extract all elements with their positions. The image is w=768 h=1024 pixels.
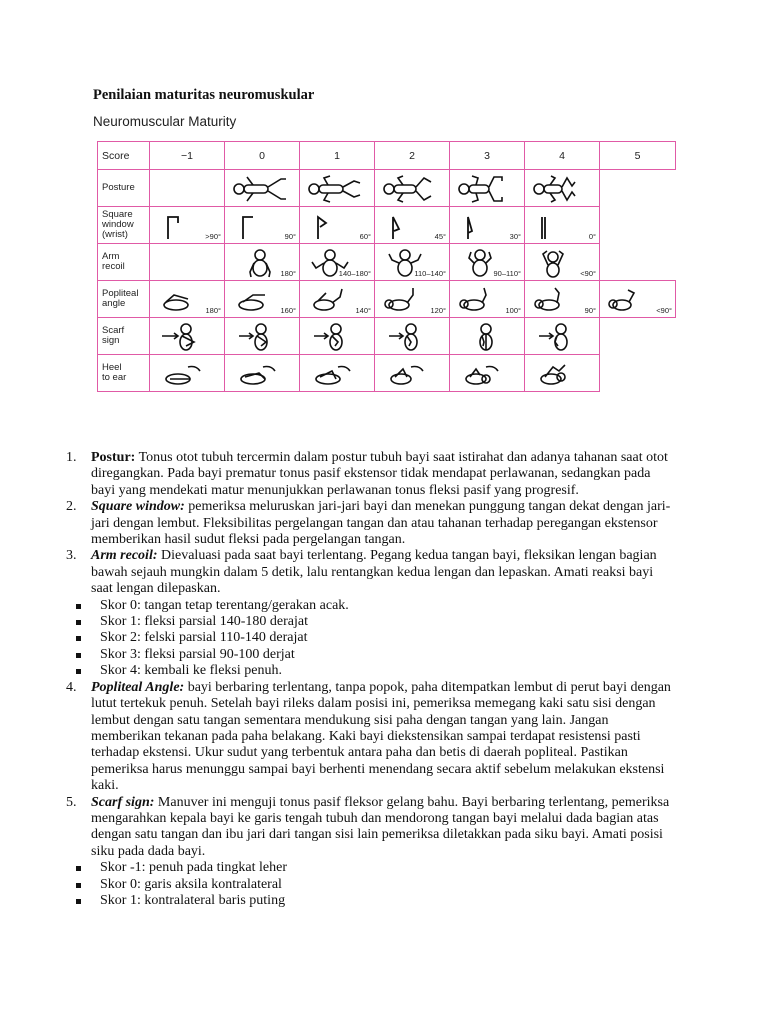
- angle-label: 60°: [359, 232, 371, 241]
- scarf-sign-row: [98, 318, 676, 355]
- square-window-row: [98, 207, 676, 244]
- neuromuscular-maturity-figure: [91, 114, 677, 432]
- square-window-cell: [450, 207, 525, 244]
- item-text: bayi berbaring terlentang, tanpa popok, paha ditempatkan lembut di perut bayi dengan lutut tertekuk penuh. Setelah bayi rileks dalam posisi ini, pemeriksa memegang kaki satu sisi dengan lembut dengan satu tangan sementara mendukung sisi paha dengan tangan yang lain. Jangan memberikan tekanan pada paha belakang. Kaki bayi diekstensikan sampai terdapat resistensi pasti terhadap ekstensi. Ukur sudut yang terbentuk antara paha dan betis di daerah popliteal. Pastikan pemeriksa harus menunggu sampai bayi berhenti menendang secara aktif sebelum melakukan ekstensi kaki.: [91, 679, 671, 794]
- bullet-text: Skor 3: fleksi parsial 90-100 derjat: [100, 646, 295, 662]
- bullet-text: Skor -1: penuh pada tingkat leher: [100, 860, 288, 876]
- posture-full-flexion-icon: [531, 174, 589, 204]
- heel-to-ear-icon: [306, 359, 364, 389]
- bullet-item: [66, 614, 678, 630]
- row-label: Square window (wrist): [98, 207, 150, 244]
- row-label: Arm recoil: [98, 244, 150, 281]
- popliteal-cell: [450, 281, 525, 318]
- item-number: 3.: [66, 548, 77, 564]
- page-heading: Penilaian maturitas neuromuskular: [93, 87, 315, 103]
- bullet-text: Skor 0: garis aksila kontralateral: [100, 876, 282, 892]
- heel-to-ear-icon: [231, 359, 289, 389]
- list-item: [66, 795, 678, 861]
- item-number: 4.: [66, 679, 77, 695]
- popliteal-cell: [525, 281, 600, 318]
- bullet-text: Skor 0: tangan tetap terentang/gerakan acak.: [100, 597, 349, 613]
- popliteal-cell: [375, 281, 450, 318]
- item-text: Dievaluasi pada saat bayi terlentang. Pegang kedua tangan bayi, fleksikan lengan bagian bawah sejauh mungkin dalam 5 detik, lalu rentangkan kedua lengan dan lepaskan. Amati reaksi bayi saat lengan dilepaskan.: [91, 548, 657, 597]
- posture-extended-icon: [231, 174, 289, 204]
- scarf-sign-cell: [450, 318, 525, 355]
- square-window-cell: [150, 207, 225, 244]
- popliteal-cell: [150, 281, 225, 318]
- bullet-square: [76, 604, 81, 609]
- angle-label: 180°: [205, 306, 221, 315]
- popliteal-leg-icon: [531, 285, 589, 315]
- empty-cell: [600, 170, 676, 207]
- scarf-sign-icon: [381, 322, 439, 352]
- bullet-text: Skor 1: fleksi parsial 140-180 derajat: [100, 614, 309, 630]
- popliteal-cell: [300, 281, 375, 318]
- heel-to-ear-cell: [375, 355, 450, 392]
- bullet-square: [76, 669, 81, 674]
- empty-cell: [600, 244, 676, 281]
- bullet-square: [76, 653, 81, 658]
- heel-to-ear-icon: [156, 359, 214, 389]
- heel-to-ear-row: [98, 355, 676, 392]
- wrist-angle-icon: [306, 211, 364, 241]
- row-label: Posture: [98, 170, 150, 207]
- heel-to-ear-cell: [150, 355, 225, 392]
- posture-figure-cell: [225, 170, 300, 207]
- angle-label: >90°: [205, 232, 221, 241]
- score-cell: 1: [300, 142, 375, 170]
- item-text: Manuver ini menguji tonus pasif fleksor gelang bahu. Bayi berbaring terlentang, pemeriksa mengarahkan kepala bayi ke garis tengah tubuh dan mendorong tangan bayi melalui dada bagian atas dengan satu tangan dan ibu jari dari tangan sisi lain pemeriksa diletakkan pada siku bayi. Amati posisi siku pada dada bayi.: [91, 794, 670, 859]
- popliteal-cell: [600, 281, 676, 318]
- bullet-square: [76, 866, 81, 871]
- item-number: 2.: [66, 499, 77, 515]
- score-cell: 4: [525, 142, 600, 170]
- figure-title: Neuromuscular Maturity: [93, 114, 237, 129]
- bullet-square: [76, 620, 81, 625]
- item-text: pemeriksa meluruskan jari-jari bayi dan menekan punggung tangan dekat dengan jari-jari dengan lembut. Fleksibilitas pergelangan tangan dan atau tahanan terhadap peregangan ekstensor memberikan hasil sudut fleksi pada pergelangan tangan.: [91, 499, 671, 548]
- row-label: Scarf sign: [98, 318, 150, 355]
- arm-recoil-cell: [225, 244, 300, 281]
- square-window-cell: [225, 207, 300, 244]
- posture-row: [98, 170, 676, 207]
- angle-label: 90°: [584, 306, 596, 315]
- scarf-sign-cell: [150, 318, 225, 355]
- scarf-sign-cell: [300, 318, 375, 355]
- row-label: Heel to ear: [98, 355, 150, 392]
- scarf-sign-icon: [456, 322, 514, 352]
- empty-cell: [150, 170, 225, 207]
- score-cell: 3: [450, 142, 525, 170]
- wrist-angle-icon: [231, 211, 289, 241]
- heel-to-ear-cell: [225, 355, 300, 392]
- bullet-item: [66, 630, 678, 646]
- heel-to-ear-icon: [381, 359, 439, 389]
- angle-label: 0°: [588, 232, 596, 241]
- heel-to-ear-icon: [531, 359, 589, 389]
- list-item: [66, 499, 678, 548]
- bullet-square: [76, 883, 81, 888]
- neuromuscular-table: [97, 141, 676, 392]
- square-window-cell: [375, 207, 450, 244]
- score-row: [98, 142, 676, 170]
- bullet-item: [66, 893, 678, 909]
- angle-label: 140°: [355, 306, 371, 315]
- empty-cell: [600, 355, 676, 392]
- angle-label: 100°: [505, 306, 521, 315]
- list-item: [66, 680, 678, 795]
- heel-to-ear-cell: [525, 355, 600, 392]
- posture-figure-cell: [375, 170, 450, 207]
- angle-label: 120°: [430, 306, 446, 315]
- popliteal-cell: [225, 281, 300, 318]
- item-term: Square window:: [91, 499, 185, 515]
- scarf-sign-cell: [375, 318, 450, 355]
- scarf-sign-cell: [525, 318, 600, 355]
- empty-cell: [600, 318, 676, 355]
- bullet-text: Skor 2: felski parsial 110-140 derajat: [100, 630, 308, 646]
- item-term: Popliteal Angle:: [91, 679, 185, 695]
- angle-label: 160°: [280, 306, 296, 315]
- bullet-item: [66, 860, 678, 876]
- score-header: Score: [98, 142, 150, 170]
- text-body: [66, 450, 678, 909]
- arm-recoil-cell: [300, 244, 375, 281]
- item-term: Postur:: [91, 450, 136, 465]
- list-item: [66, 450, 678, 499]
- wrist-angle-icon: [531, 211, 589, 241]
- scarf-sign-cell: [225, 318, 300, 355]
- arm-recoil-row: [98, 244, 676, 281]
- heel-to-ear-cell: [300, 355, 375, 392]
- bullet-item: [66, 663, 678, 679]
- arm-recoil-cell: [525, 244, 600, 281]
- wrist-angle-icon: [381, 211, 439, 241]
- angle-label: <90°: [580, 269, 596, 278]
- list-item: [66, 548, 678, 597]
- angle-label: 180°: [280, 269, 296, 278]
- scarf-sign-icon: [531, 322, 589, 352]
- angle-label: 90–110°: [493, 269, 521, 278]
- item-number: 1.: [66, 450, 77, 465]
- wrist-angle-icon: [456, 211, 514, 241]
- popliteal-angle-row: [98, 281, 676, 318]
- bullet-item: [66, 647, 678, 663]
- item-text: Tonus otot tubuh tercermin dalam postur tubuh bayi saat istirahat dan adanya tahanan saat otot diregangkan. Pada bayi prematur tonus pasif ekstensor tidak mendapat perlawanan, sedangkan pada bayi yang mendekati matur menunjukkan perlawanan tonus fleksi pasif yang progresif.: [91, 450, 668, 498]
- scarf-sign-icon: [306, 322, 364, 352]
- scarf-sign-icon: [231, 322, 289, 352]
- angle-label: <90°: [656, 306, 672, 315]
- row-label: Popliteal angle: [98, 281, 150, 318]
- heel-to-ear-cell: [450, 355, 525, 392]
- posture-figure-cell: [450, 170, 525, 207]
- score-cell: 2: [375, 142, 450, 170]
- angle-label: 90°: [284, 232, 296, 241]
- bullet-square: [76, 636, 81, 641]
- item-term: Arm recoil:: [91, 548, 158, 564]
- posture-figure-cell: [300, 170, 375, 207]
- bullet-text: Skor 4: kembali ke fleksi penuh.: [100, 663, 282, 679]
- bullet-text: Skor 1: kontralateral baris puting: [100, 892, 286, 908]
- posture-figure-cell: [525, 170, 600, 207]
- score-cell: 0: [225, 142, 300, 170]
- scarf-sign-icon: [156, 322, 214, 352]
- score-cell: −1: [150, 142, 225, 170]
- empty-cell: [150, 244, 225, 281]
- bullet-item: [66, 877, 678, 893]
- item-term: Scarf sign:: [91, 794, 155, 810]
- heel-to-ear-icon: [456, 359, 514, 389]
- angle-label: 30°: [509, 232, 521, 241]
- item-number: 5.: [66, 794, 77, 810]
- bullet-square: [76, 899, 81, 904]
- posture-hip-flexion-icon: [381, 174, 439, 204]
- posture-frog-icon: [456, 174, 514, 204]
- score-cell: 5: [600, 142, 676, 170]
- angle-label: 45°: [434, 232, 446, 241]
- square-window-cell: [525, 207, 600, 244]
- angle-label: 140–180°: [338, 269, 371, 278]
- bullet-item: [66, 598, 678, 614]
- arm-recoil-cell: [375, 244, 450, 281]
- posture-slight-flexion-icon: [306, 174, 364, 204]
- empty-cell: [600, 207, 676, 244]
- angle-label: 110–140°: [414, 269, 446, 278]
- square-window-cell: [300, 207, 375, 244]
- arm-recoil-cell: [450, 244, 525, 281]
